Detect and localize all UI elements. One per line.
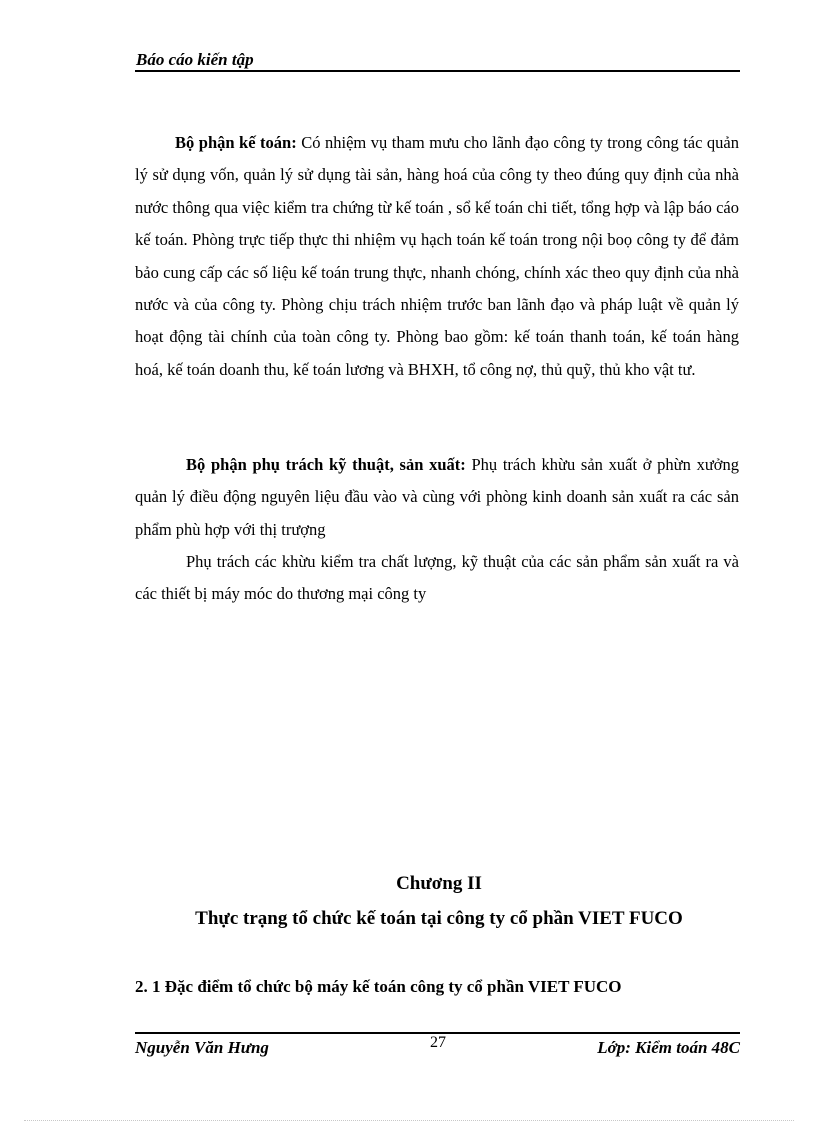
page-edge-divider (24, 1120, 794, 1121)
section-heading: 2. 1 Đặc điểm tổ chức bộ máy kế toán công ty cổ phần VIET FUCO (135, 977, 622, 996)
chapter-title: Thực trạng tổ chức kế toán tại công ty cổ phần VIET FUCO (195, 908, 683, 929)
paragraph-accounting-dept (135, 127, 739, 386)
chapter-number: Chương II (396, 873, 482, 894)
footer-author: Nguyễn Văn Hưng (135, 1038, 269, 1057)
paragraph-lead: Bộ phận kế toán: (175, 133, 297, 152)
paragraph-text: Phụ trách khừu sản xuất ở phừn xưởng quản lý điều động nguyên liệu đầu vào và cùng với phòng kinh doanh sản xuất ra các sản phẩm phù hợp với thị trượng (135, 455, 739, 539)
paragraph-text: Phụ trách các khừu kiểm tra chất lượng, kỹ thuật của các sản phẩm sản xuất ra và các thiết bị máy móc do thương mại công ty (135, 552, 739, 604)
footer-class: Lớp: Kiểm toán 48C (597, 1038, 740, 1057)
paragraph-text: Có nhiệm vụ tham mưu cho lãnh đạo công ty trong công tác quản lý sử dụng vốn, quản lý sử dụng tài sản, hàng hoá của công ty theo đúng quy định của nhà nước thông qua việc kiểm tra chứng từ kế toán , sổ kế toán chi tiết, tổng hợp và lập báo cáo kế toán. Phòng trực tiếp thực thi nhiệm vụ hạch toán kế toán trong nội boọ công ty để đảm bảo cung cấp các số liệu kế toán trung thực, nhanh chóng, chính xác theo quy định của nhà nước và của công ty. Phòng chịu trách nhiệm trước ban lãnh đạo và pháp luật về quản lý hoạt động tài chính của toàn công ty. Phòng bao gồm: kế toán thanh toán, kế toán hàng hoá, kế toán doanh thu, kế toán lương và BHXH, tổ công nợ, thủ quỹ, thủ kho vật tư. (135, 133, 740, 379)
running-header-title: Báo cáo kiến tập (136, 50, 254, 69)
paragraph-technical-dept (135, 449, 739, 546)
page-number: 27 (430, 1034, 446, 1051)
paragraph-quality-control (135, 546, 739, 611)
header-divider (135, 70, 740, 72)
paragraph-lead: Bộ phận phụ trách kỹ thuật, sản xuất: (186, 455, 466, 474)
